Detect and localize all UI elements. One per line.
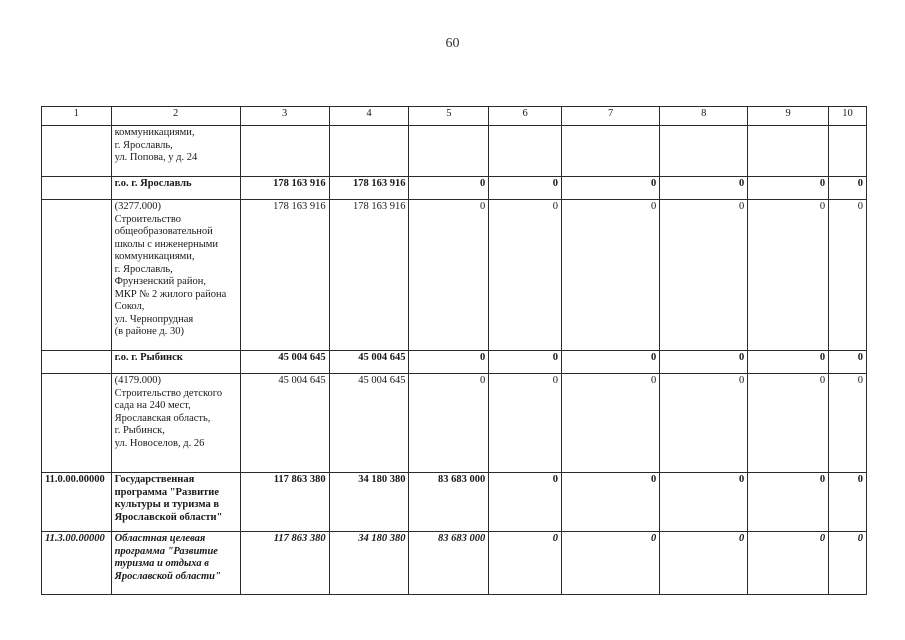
amount-cell: 0 xyxy=(660,177,748,200)
amount-cell: 0 xyxy=(660,200,748,351)
table-row xyxy=(42,126,867,177)
program-code-cell xyxy=(42,374,112,473)
amount-cell xyxy=(489,126,562,177)
amount-cell: 34 180 380 xyxy=(329,473,409,532)
amount-cell: 45 004 645 xyxy=(240,351,329,374)
amount-cell: 0 xyxy=(660,374,748,473)
amount-cell: 0 xyxy=(489,374,562,473)
description-cell: (4179.000) Строительство детского сада на 240 мест, Ярославская область, г. Рыбинск, ул. Новоселов, д. 26 xyxy=(111,374,240,473)
table-row xyxy=(42,200,867,351)
amount-cell: 0 xyxy=(561,374,659,473)
table-body xyxy=(42,126,867,595)
amount-cell: 45 004 645 xyxy=(329,374,409,473)
amount-cell: 45 004 645 xyxy=(240,374,329,473)
column-header: 10 xyxy=(829,107,867,126)
amount-cell: 0 xyxy=(748,200,829,351)
amount-cell: 0 xyxy=(489,351,562,374)
table-row xyxy=(42,177,867,200)
program-code-cell: 11.3.00.00000 xyxy=(42,532,112,595)
amount-cell xyxy=(829,126,867,177)
amount-cell: 0 xyxy=(829,200,867,351)
amount-cell: 45 004 645 xyxy=(329,351,409,374)
description-cell: г.о. г. Рыбинск xyxy=(111,351,240,374)
program-code-cell xyxy=(42,126,112,177)
table-row xyxy=(42,351,867,374)
amount-cell xyxy=(660,126,748,177)
amount-cell xyxy=(240,126,329,177)
page-number: 60 xyxy=(445,36,460,51)
program-code-cell xyxy=(42,177,112,200)
amount-cell: 0 xyxy=(748,473,829,532)
amount-cell xyxy=(561,126,659,177)
column-header: 9 xyxy=(748,107,829,126)
amount-cell: 0 xyxy=(489,532,562,595)
description-cell: Областная целевая программа "Развитие туризма и отдыха в Ярославской области" xyxy=(111,532,240,595)
amount-cell: 34 180 380 xyxy=(329,532,409,595)
amount-cell: 83 683 000 xyxy=(409,532,489,595)
amount-cell: 83 683 000 xyxy=(409,473,489,532)
column-header: 5 xyxy=(409,107,489,126)
amount-cell: 0 xyxy=(409,200,489,351)
amount-cell: 0 xyxy=(561,532,659,595)
program-code-cell xyxy=(42,200,112,351)
column-header: 2 xyxy=(111,107,240,126)
program-code-cell xyxy=(42,351,112,374)
amount-cell: 178 163 916 xyxy=(240,200,329,351)
amount-cell: 0 xyxy=(660,532,748,595)
amount-cell: 0 xyxy=(561,351,659,374)
amount-cell xyxy=(409,126,489,177)
column-header: 6 xyxy=(489,107,562,126)
column-header: 1 xyxy=(42,107,112,126)
description-cell: (3277.000) Строительство общеобразовательной школы с инженерными коммуникациями, г. Ярославль, Фрунзенский район, МКР № 2 жилого района Сокол, ул. Чернопрудная (в районе д. 30) xyxy=(111,200,240,351)
column-header: 7 xyxy=(561,107,659,126)
amount-cell: 0 xyxy=(489,200,562,351)
column-header: 8 xyxy=(660,107,748,126)
budget-table xyxy=(41,106,867,595)
table-row xyxy=(42,473,867,532)
amount-cell: 0 xyxy=(829,177,867,200)
description-cell: г.о. г. Ярославль xyxy=(111,177,240,200)
amount-cell: 0 xyxy=(409,374,489,473)
column-number-row xyxy=(42,107,867,126)
amount-cell: 117 863 380 xyxy=(240,532,329,595)
amount-cell: 117 863 380 xyxy=(240,473,329,532)
table-row xyxy=(42,374,867,473)
amount-cell xyxy=(329,126,409,177)
amount-cell: 0 xyxy=(829,351,867,374)
amount-cell: 0 xyxy=(489,473,562,532)
description-cell: коммуникациями, г. Ярославль, ул. Попова, у д. 24 xyxy=(111,126,240,177)
amount-cell: 0 xyxy=(561,473,659,532)
amount-cell: 0 xyxy=(489,177,562,200)
program-code-cell: 11.0.00.00000 xyxy=(42,473,112,532)
amount-cell: 0 xyxy=(748,177,829,200)
amount-cell: 0 xyxy=(829,374,867,473)
amount-cell: 178 163 916 xyxy=(329,200,409,351)
amount-cell: 0 xyxy=(409,351,489,374)
amount-cell: 0 xyxy=(409,177,489,200)
column-header: 3 xyxy=(240,107,329,126)
amount-cell: 0 xyxy=(660,473,748,532)
amount-cell: 0 xyxy=(829,473,867,532)
amount-cell xyxy=(748,126,829,177)
amount-cell: 0 xyxy=(748,532,829,595)
amount-cell: 0 xyxy=(748,374,829,473)
amount-cell: 0 xyxy=(748,351,829,374)
amount-cell: 0 xyxy=(561,177,659,200)
table-row xyxy=(42,532,867,595)
amount-cell: 178 163 916 xyxy=(240,177,329,200)
amount-cell: 178 163 916 xyxy=(329,177,409,200)
amount-cell: 0 xyxy=(561,200,659,351)
amount-cell: 0 xyxy=(660,351,748,374)
column-header: 4 xyxy=(329,107,409,126)
description-cell: Государственная программа "Развитие культуры и туризма в Ярославской области" xyxy=(111,473,240,532)
amount-cell: 0 xyxy=(829,532,867,595)
